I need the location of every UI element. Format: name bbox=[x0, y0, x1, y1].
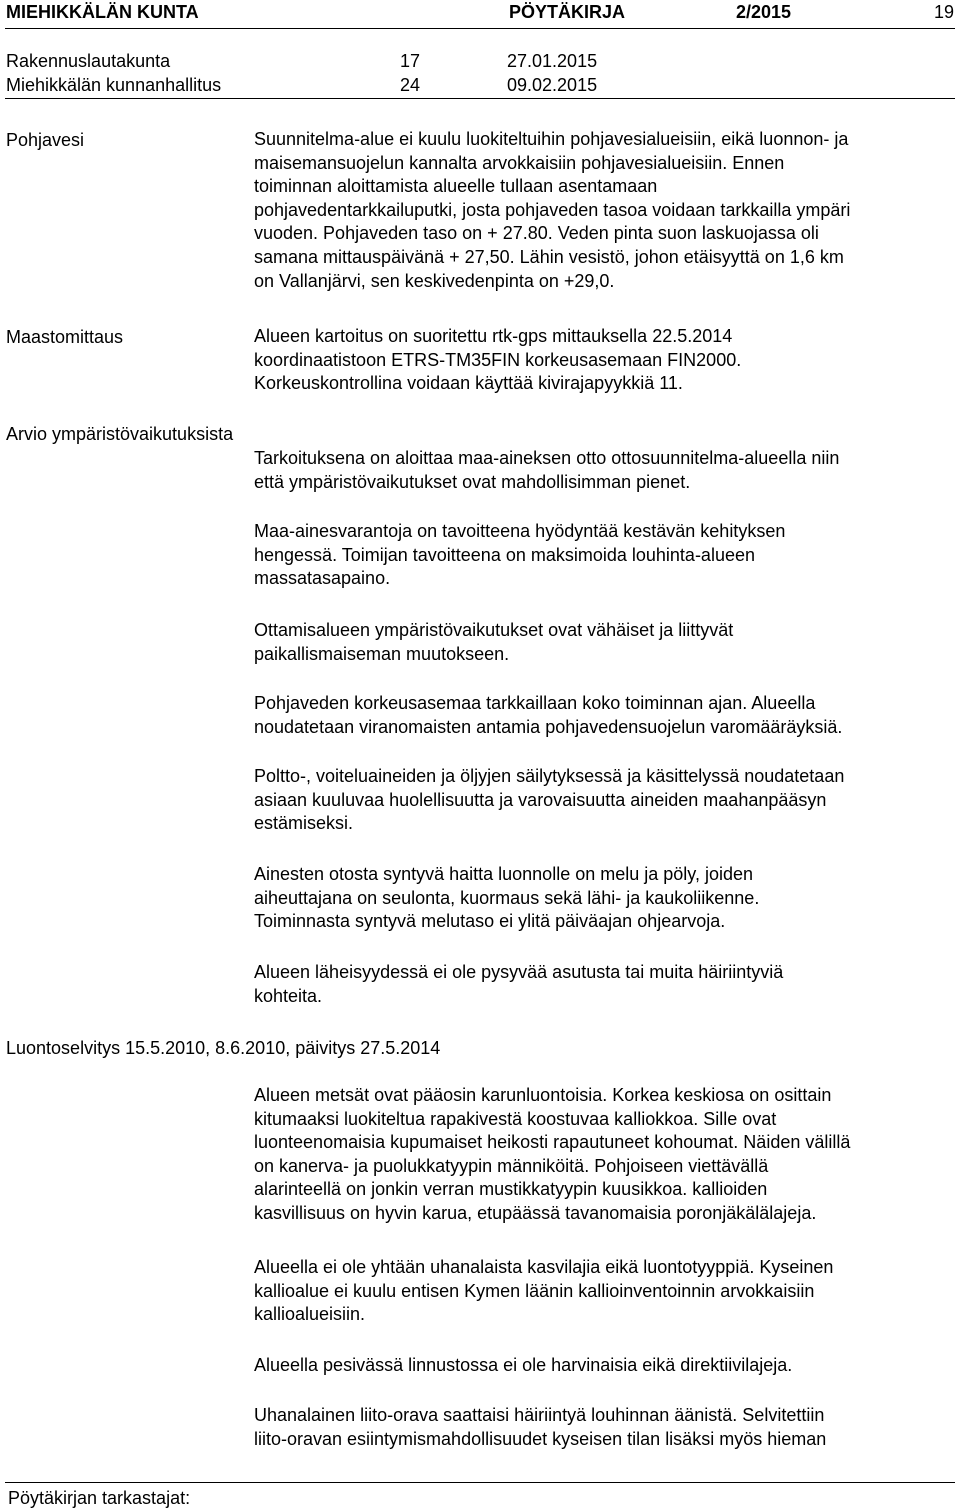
text-line: kitumaaksi luokiteltua rapakivestä koostuvaa kalliokkoa. Sille ovat bbox=[254, 1108, 777, 1129]
text-line: kallioalue ei kuulu entisen Kymen läänin kallioinventoinnin arvokkaisiin bbox=[254, 1280, 815, 1301]
footer-label: Pöytäkirjan tarkastajat: bbox=[8, 1488, 191, 1508]
page-number: 19 bbox=[934, 2, 955, 22]
text-line: Alueen läheisyydessä ei ole pysyvää asutusta tai muita häiriintyviä bbox=[254, 962, 784, 982]
text-line: Toiminnasta syntyvä melutaso ei ylitä päiväajan ohjearvoja. bbox=[254, 911, 726, 932]
text-line: Maa-ainesvarantoja on tavoitteena hyödyntää kestävän kehityksen bbox=[254, 521, 786, 541]
text-line: on kanerva- ja puolukkatyypin männiköitä. Pohjoiseen viettävällä bbox=[254, 1155, 769, 1176]
text-line: kallioalueisiin. bbox=[254, 1304, 366, 1325]
text-line: alarinteellä on jonkin verran mustikkatyypin kuusikkoa. kallioiden bbox=[254, 1179, 768, 1200]
text-line: samana mittauspäivänä + 27,50. Lähin vesistö, johon etäisyyttä on 1,6 km bbox=[254, 246, 844, 267]
text-line: on Vallanjärvi, sen keskivedenpinta on +29,0. bbox=[254, 270, 615, 291]
text-line: Pohjaveden korkeusasemaa tarkkaillaan koko toiminnan ajan. Alueella bbox=[254, 693, 816, 713]
arvio-paragraph-4 bbox=[254, 692, 959, 739]
municipality-name: MIEHIKKÄLÄN KUNTA bbox=[6, 2, 199, 22]
text-line: Tarkoituksena on aloittaa maa-aineksen otto ottosuunnitelma-alueella niin bbox=[254, 448, 840, 468]
meeting-section-2: 24 bbox=[400, 75, 421, 95]
text-line: kohteita. bbox=[254, 985, 323, 1006]
text-line: vuoden. Pohjaveden taso on + 27.80. Veden pinta suon laskuojassa oli bbox=[254, 223, 819, 244]
text-line: Alueella ei ole yhtään uhanalaista kasvilajia eikä luontotyyppiä. Kyseinen bbox=[254, 1257, 834, 1277]
section-label-arvio: Arvio ympäristövaikutuksista bbox=[6, 424, 234, 444]
arvio-paragraph-6 bbox=[254, 863, 959, 934]
text-line: paikallismaiseman muutokseen. bbox=[254, 643, 510, 664]
header-rule bbox=[5, 28, 955, 29]
meeting-date-1: 27.01.2015 bbox=[507, 51, 598, 71]
pohjavesi-paragraph bbox=[254, 128, 959, 293]
arvio-paragraph-2 bbox=[254, 520, 959, 591]
section-label-pohjavesi: Pohjavesi bbox=[6, 130, 85, 150]
text-line: asiaan kuuluvaa huolellisuutta ja varovaisuutta aineiden maahanpääsyn bbox=[254, 789, 827, 810]
text-line: Ainesten otosta syntyvä haitta luonnolle on melu ja pöly, joiden bbox=[254, 864, 753, 884]
footer-rule bbox=[5, 1482, 955, 1483]
text-line: hengessä. Toimijan tavoitteena on maksimoida louhinta-alueen bbox=[254, 544, 755, 565]
text-line: Korkeuskontrollina voidaan käyttää kivirajapyykkiä 11. bbox=[254, 373, 683, 394]
arvio-paragraph-5 bbox=[254, 765, 959, 836]
text-line: koordinaatistoon ETRS-TM35FIN korkeusasemaan FIN2000. bbox=[254, 349, 742, 370]
text-line: Alueen kartoitus on suoritettu rtk-gps mittauksella 22.5.2014 bbox=[254, 326, 733, 346]
luontoselvitys-paragraph-3 bbox=[254, 1354, 959, 1378]
text-line: Suunnitelma-alue ei kuulu luokiteltuihin pohjavesialueisiin, eikä luonnon- ja bbox=[254, 129, 849, 149]
luontoselvitys-paragraph-2 bbox=[254, 1256, 959, 1327]
text-line: maisemansuojelun kannalta arvokkaisiin pohjavesialueisiin. Ennen bbox=[254, 152, 785, 173]
meeting-date-2: 09.02.2015 bbox=[507, 75, 598, 95]
maastomittaus-paragraph bbox=[254, 325, 959, 396]
text-line: luonteenomaisia kupumaiset heikosti rapautuneet kohoumat. Näiden välillä bbox=[254, 1132, 851, 1153]
document-header bbox=[6, 2, 954, 26]
text-line: pohjavedentarkkailuputki, josta pohjaveden tasoa voidaan tarkkailla ympäri bbox=[254, 199, 851, 220]
text-line: liito-oravan esiintymismahdollisuudet kyseisen tilan lisäksi myös hieman bbox=[254, 1428, 827, 1449]
arvio-paragraph-7 bbox=[254, 961, 959, 1008]
text-line: Alueella pesivässä linnustossa ei ole harvinaisia eikä direktiivilajeja. bbox=[254, 1355, 793, 1375]
text-line: noudatetaan viranomaisten antamia pohjavedensuojelun varomääräyksiä. bbox=[254, 716, 843, 737]
section-label-luontoselvitys: Luontoselvitys 15.5.2010, 8.6.2010, päivitys 27.5.2014 bbox=[6, 1038, 441, 1058]
meeting-body-1: Rakennuslautakunta bbox=[6, 51, 171, 71]
luontoselvitys-paragraph-4 bbox=[254, 1404, 959, 1451]
text-line: toiminnan aloittamista alueelle tullaan asentamaan bbox=[254, 176, 658, 197]
meeting-section-1: 17 bbox=[400, 51, 421, 71]
document-number: 2/2015 bbox=[736, 2, 792, 22]
luontoselvitys-paragraph-1 bbox=[254, 1084, 959, 1226]
section-label-maastomittaus: Maastomittaus bbox=[6, 327, 124, 347]
text-line: estämiseksi. bbox=[254, 813, 354, 834]
arvio-paragraph-1 bbox=[254, 447, 959, 494]
document-type: PÖYTÄKIRJA bbox=[509, 2, 626, 22]
text-line: aiheuttajana on seulonta, kuormaus sekä lähi- ja kaukoliikenne. bbox=[254, 887, 760, 908]
text-line: että ympäristövaikutukset ovat mahdollisimman pienet. bbox=[254, 471, 691, 492]
text-line: Ottamisalueen ympäristövaikutukset ovat vähäiset ja liittyvät bbox=[254, 620, 734, 640]
text-line: massatasapaino. bbox=[254, 568, 391, 589]
meeting-body-2: Miehikkälän kunnanhallitus bbox=[6, 75, 222, 95]
text-line: Uhanalainen liito-orava saattaisi häiriintyä louhinnan äänistä. Selvitettiin bbox=[254, 1405, 825, 1425]
arvio-paragraph-3 bbox=[254, 619, 959, 666]
meta-rule bbox=[5, 98, 955, 99]
text-line: kasvillisuus on hyvin karua, etupäässä tavanomaisia poronjäkälälajeja. bbox=[254, 1202, 817, 1223]
text-line: Poltto-, voiteluaineiden ja öljyjen säilytyksessä ja käsittelyssä noudatetaan bbox=[254, 766, 845, 786]
text-line: Alueen metsät ovat pääosin karunluontoisia. Korkea keskiosa on osittain bbox=[254, 1085, 832, 1105]
